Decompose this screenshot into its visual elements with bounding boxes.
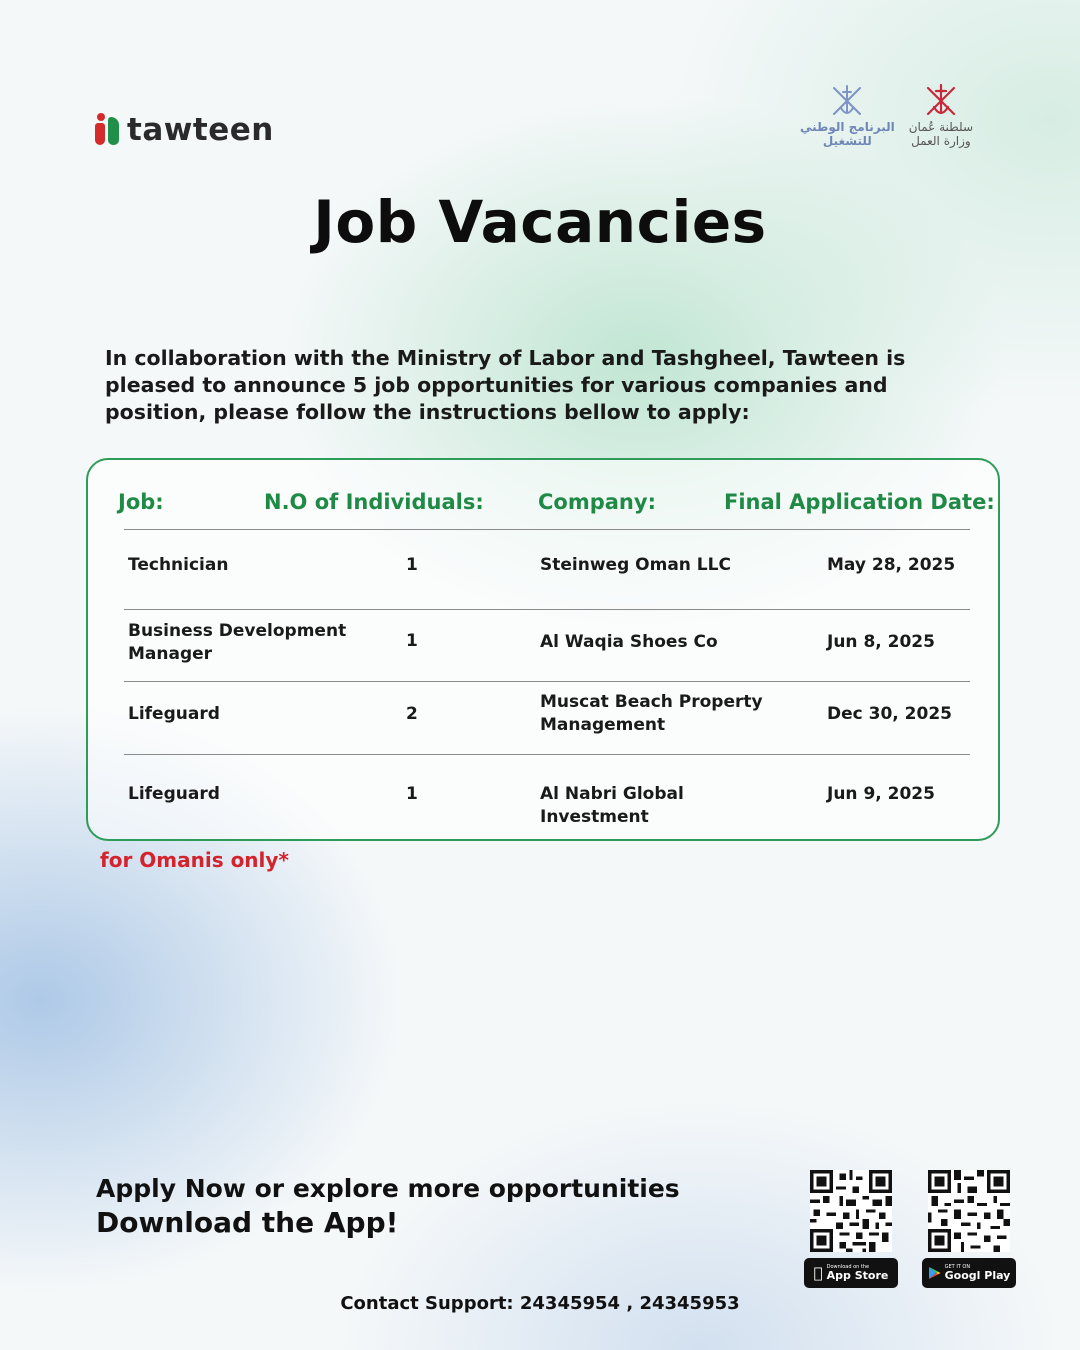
program-name-line2: للتشغيل (822, 134, 872, 148)
job-title: Lifeguard (128, 784, 220, 804)
brand-name: tawteen (127, 112, 274, 148)
ministry-name-line2: وزارة العمل (911, 134, 971, 148)
app-store-badge-label: App Store (822, 1269, 884, 1282)
oman-emblem-icon (920, 82, 962, 120)
company-name: Al Waqia Shoes Co (540, 632, 718, 652)
tawteen-logo (95, 112, 274, 148)
app-store-badge[interactable] (804, 1258, 898, 1288)
deadline-date: Jun 8, 2025 (827, 632, 935, 652)
header-date: Final Application Date: (724, 490, 995, 514)
app-store-qr-code[interactable] (810, 1170, 892, 1252)
khanjar-emblem-icon (826, 82, 868, 120)
header-count: N.O of Individuals: (264, 490, 484, 514)
google-play-download[interactable] (922, 1170, 1016, 1288)
job-title: Technician (128, 555, 229, 575)
company-name: Al Nabri Global Investment (540, 784, 684, 827)
government-logos (800, 82, 973, 148)
eligibility-note: for Omanis only* (100, 848, 289, 872)
app-store-download[interactable] (804, 1170, 898, 1288)
google-play-badge[interactable] (922, 1258, 1016, 1288)
cta-line: Apply Now or explore more opportunities (96, 1174, 680, 1203)
google-play-qr-code[interactable] (928, 1170, 1010, 1252)
national-employment-program-logo (800, 82, 895, 148)
company-name: Muscat Beach Property Management (540, 692, 763, 735)
company-name: Steinweg Oman LLC (540, 555, 731, 575)
job-title: Business Development Manager (128, 621, 347, 664)
individuals-count: 1 (406, 784, 418, 804)
header-job: Job: (118, 490, 164, 514)
table-row (124, 609, 970, 681)
apple-icon (814, 1266, 823, 1281)
deadline-date: Jun 9, 2025 (827, 784, 935, 804)
deadline-date: May 28, 2025 (827, 555, 956, 575)
individuals-count: 1 (406, 555, 418, 575)
page-title: Job Vacancies (313, 188, 767, 256)
download-app-heading: Download the App! (96, 1206, 399, 1239)
deadline-date: Dec 30, 2025 (827, 704, 952, 724)
individuals-count: 1 (406, 631, 418, 651)
vacancies-table (86, 458, 1000, 841)
job-title: Lifeguard (128, 704, 220, 724)
app-store-badge-caption: Download on the (822, 1264, 865, 1270)
individuals-count: 2 (406, 704, 418, 724)
ministry-of-labour-logo (909, 82, 973, 148)
intro-paragraph: In collaboration with the Ministry of Labor and Tashgheel, Tawteen is pleased to announce 5 job opportunities for various companies and position, please follow the instructions bellow to apply: (105, 346, 906, 424)
google-play-badge-label: Googl Play (944, 1269, 1011, 1282)
table-row (124, 529, 970, 609)
google-play-badge-caption: GET IT ON (944, 1264, 971, 1270)
table-row (124, 754, 970, 827)
contact-support: Contact Support: 24345954 , 24345953 (340, 1293, 740, 1314)
google-play-icon (928, 1266, 941, 1280)
tawteen-logo-icon (95, 113, 123, 147)
table-row (124, 681, 970, 754)
ministry-name-line1: سلطنة عُمان (908, 120, 974, 134)
program-name-line1: البرنامج الوطني (800, 120, 895, 134)
header-company: Company: (538, 490, 656, 514)
